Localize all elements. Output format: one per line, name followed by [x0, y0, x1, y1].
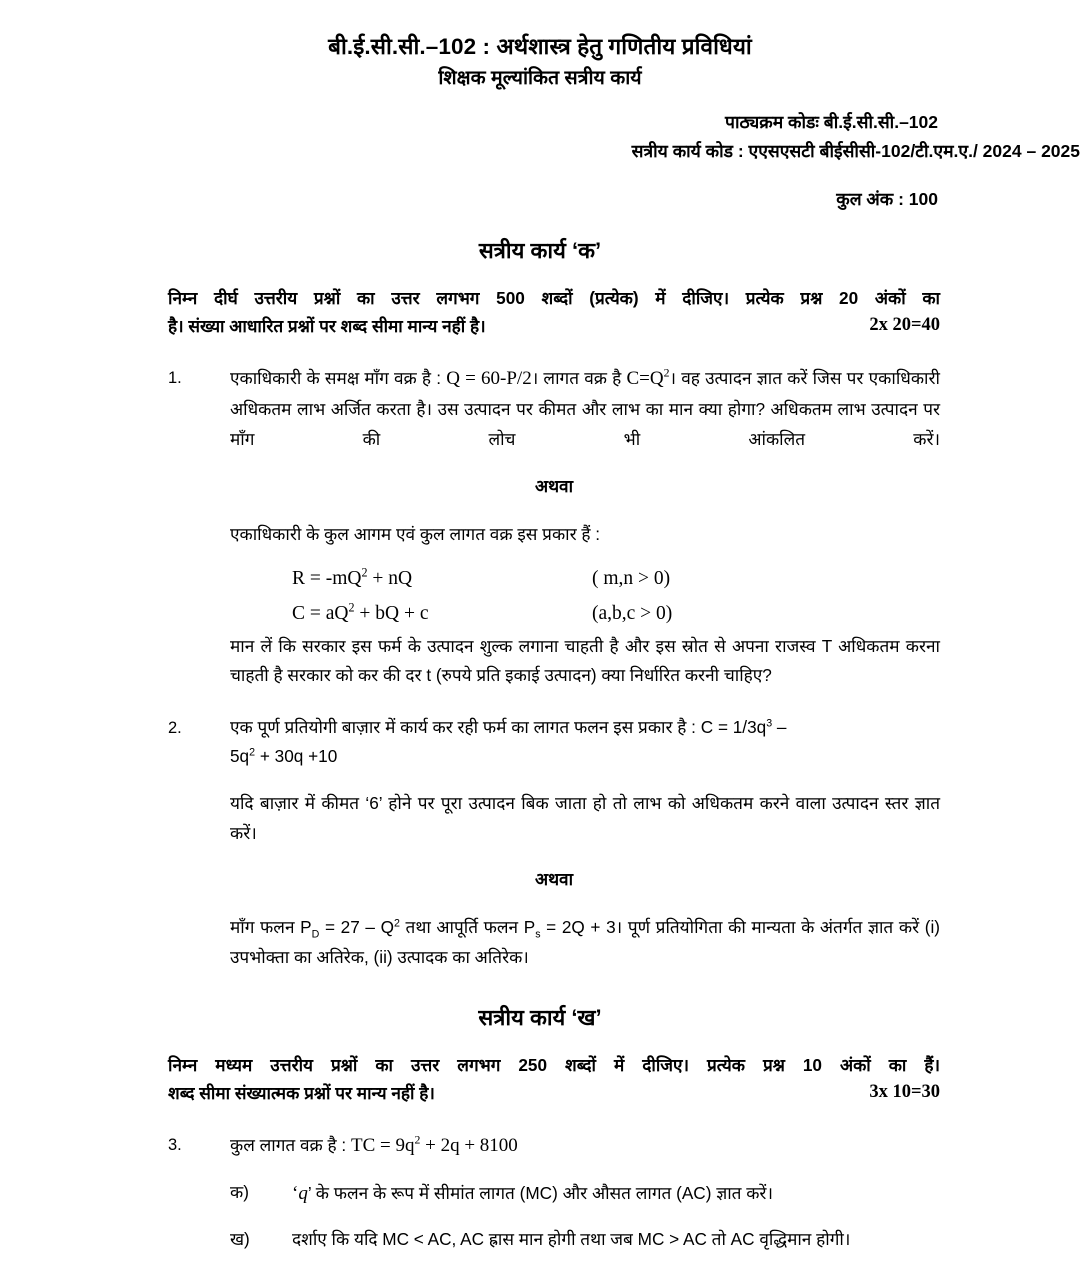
question-2-cost-equation-line2 — [230, 746, 337, 766]
question-1-text — [230, 363, 940, 455]
question-3-text — [230, 1130, 940, 1163]
question-1-alt-spacer — [168, 520, 230, 691]
equation-revenue-post: + nQ — [367, 568, 413, 590]
question-3-sub-a-label: क) — [230, 1181, 249, 1202]
demand-function — [300, 917, 400, 941]
demand-function-rest: = 27 – Q — [319, 917, 394, 938]
question-1-cost-equation — [627, 368, 670, 389]
question-3-text-a: कुल लागत वक्र है : — [230, 1134, 351, 1155]
demand-function-subscript: D — [311, 928, 320, 941]
document-subtitle: शिक्षक मूल्यांकित सत्रीय कार्य — [438, 66, 642, 89]
question-1-text-b: । लागत वक्र है — [531, 367, 627, 388]
question-1-equation-list — [230, 562, 940, 631]
question-1-or-label: अथवा — [534, 475, 574, 496]
question-2-cost-equation-line1 — [701, 717, 787, 737]
question-1 — [0, 363, 1080, 455]
supply-function — [523, 917, 616, 941]
question-2-alt-body — [230, 913, 940, 972]
question-2-cost-exponent: 3 — [766, 717, 773, 730]
course-code-line: पाठ्यक्रम कोडः बी.ई.सी.सी.–102 — [725, 111, 938, 132]
question-2-number: 2. — [168, 718, 182, 737]
question-1-cost-base: C=Q — [626, 367, 664, 389]
assignment-code-line: सत्रीय कार्य कोड : एएसएसटी बीईसीसी-102/टी.एम.ए./ 2024 – 2025 — [631, 141, 1080, 162]
total-cost-equation — [351, 1135, 518, 1156]
question-1-alternative — [0, 520, 1080, 691]
question-2-cost2-exponent: 2 — [249, 746, 256, 759]
question-1-alt-text: मान लें कि सरकार इस फर्म के उत्पादन शुल्क लगाना चाहती है और इस स्रोत से अपना राजस्व T अधिकतम करना चाहती है सरकार को कर की दर t (रुपये प्रति इकाई उत्पादन) क्या निर्धारित करनी चाहिए? — [230, 635, 940, 686]
equation-revenue — [292, 562, 592, 597]
equation-cost-pre: C = aQ — [292, 602, 349, 624]
supply-function-rest: = 2Q + 3 — [540, 917, 616, 938]
section-a-instruction-line2: है। संख्या आधारित प्रश्नों पर शब्द सीमा मान्य नहीं है। — [168, 315, 486, 336]
question-1-alt-body — [230, 520, 940, 691]
question-2-cost-tail: – — [772, 716, 787, 737]
question-3 — [0, 1130, 1080, 1255]
question-3-sub-a-body — [292, 1178, 940, 1211]
question-1-demand-equation: Q = 60-P/2 — [446, 367, 532, 389]
question-2-cost2-post: + 30q +10 — [255, 746, 338, 767]
total-cost-post: + 2q + 8100 — [420, 1134, 518, 1156]
total-cost-pre: TC = 9q — [350, 1134, 415, 1156]
question-1-number: 1. — [168, 368, 182, 387]
question-2-cost-pre: C = 1/3q — [700, 716, 767, 737]
question-3-number: 3. — [168, 1135, 182, 1154]
sub-a-quote-open: ‘ — [292, 1182, 299, 1204]
question-2-text-a: एक पूर्ण प्रतियोगी बाज़ार में कार्य कर रही फर्म का लागत फलन इस प्रकार है : — [230, 716, 701, 737]
question-1-body — [230, 363, 940, 455]
equation-cost-exponent: 2 — [348, 600, 355, 615]
equation-revenue-condition: ( m,n > 0) — [592, 568, 671, 590]
question-3-sub-b — [230, 1225, 940, 1255]
question-2-text — [230, 713, 940, 772]
total-marks-line: कुल अंक : 100 — [836, 189, 938, 210]
section-a-instructions — [0, 285, 1080, 341]
section-b-instruction-line1: निम्न मध्यम उत्तरीय प्रश्नों का उत्तर लगभग 250 शब्दों में दीजिए। प्रत्येक प्रश्न 10 अंकों का हैं। — [168, 1055, 940, 1076]
total-cost-exponent: 2 — [414, 1133, 421, 1147]
question-2-alt-spacer — [168, 913, 230, 972]
equation-cost-post: + bQ + c — [354, 602, 429, 624]
supply-function-symbol: P — [523, 917, 536, 938]
demand-function-exponent: 2 — [393, 917, 400, 930]
equation-revenue-pre: R = -mQ — [292, 568, 362, 590]
question-2-text-b: यदि बाज़ार में कीमत ‘6’ होने पर पूरा उत्पादन बिक जाता हो तो लाभ को अधिकतम करने वाला उत्पादन स्तर ज्ञात करें। — [230, 792, 940, 843]
question-3-sub-b-label: ख) — [230, 1229, 250, 1250]
equation-row-cost — [292, 597, 940, 632]
section-a-heading: सत्रीय कार्य ‘क’ — [478, 238, 602, 264]
question-2 — [0, 713, 1080, 848]
section-b-instructions — [0, 1052, 1080, 1108]
question-1-text-a: एकाधिकारी के समक्ष माँग वक्र है : — [230, 367, 447, 388]
demand-function-symbol: P — [300, 917, 312, 938]
section-b-marks: 3x 10=30 — [869, 1081, 940, 1102]
question-3-sub-b-body: दर्शाए कि यदि MC < AC, AC ह्रास मान होगी तथा जब MC > AC तो AC वृद्धिमान होगी। — [292, 1229, 851, 1250]
question-2-alt-text-a: माँग फलन — [230, 917, 301, 938]
course-title: बी.ई.सी.सी.–102 : अर्थशास्त्र हेतु गणितीय प्रविधियां — [328, 34, 752, 59]
section-a-marks: 2x 20=40 — [869, 314, 940, 335]
section-a-instruction-line1: निम्न दीर्घ उत्तरीय प्रश्नों का उत्तर लगभग 500 शब्दों (प्रत्येक) में दीजिए। प्रत्येक प्रश्न 20 अंकों का — [168, 288, 940, 309]
equation-revenue-exponent: 2 — [361, 565, 368, 580]
supply-function-subscript: s — [535, 928, 541, 941]
question-2-alt-text-c: । पूर्ण प्रतियोगिता की मान्यता के अंतर्गत ज्ञात करें (i) उपभोक्ता का अतिरेक, (ii) उत्पादक का अतिरेक। — [230, 917, 941, 967]
question-2-or-label: अथवा — [534, 869, 574, 890]
question-2-alt-text — [230, 913, 940, 972]
equation-row-revenue — [292, 562, 940, 597]
question-1-cost-exponent: 2 — [663, 366, 670, 380]
question-2-alt-text-b: तथा आपूर्ति फलन — [399, 917, 524, 938]
question-3-sub-a — [230, 1178, 940, 1211]
variable-q: q — [298, 1182, 308, 1204]
document-title-block — [0, 0, 1080, 92]
question-1-text-c: । वह उत्पादन ज्ञात करें जिस पर एकाधिकारी अधिकतम लाभ अर्जित करता है। उस उत्पादन पर कीमत और लाभ का मान क्या होगा? अधिकतम लाभ उत्पादन पर माँग की लोच भी आंकलित करें। — [230, 367, 940, 450]
question-2-body — [230, 713, 940, 848]
question-3-body — [230, 1130, 940, 1255]
question-2-alternative — [0, 913, 1080, 972]
equation-cost — [292, 597, 592, 632]
question-1-alt-intro: एकाधिकारी के कुल आगम एवं कुल लागत वक्र इस प्रकार हैं : — [230, 523, 601, 544]
section-b-heading: सत्रीय कार्य ‘ख’ — [478, 1005, 602, 1031]
question-3-sub-a-text: ’ के फलन के रूप में सीमांत लागत (MC) और औसत लागत (AC) ज्ञात करें। — [307, 1182, 773, 1203]
section-b-instruction-line2: शब्द सीमा संख्यात्मक प्रश्नों पर मान्य नहीं है। — [168, 1083, 435, 1104]
equation-cost-condition: (a,b,c > 0) — [592, 602, 673, 624]
question-2-cost2-pre: 5q — [230, 746, 250, 767]
